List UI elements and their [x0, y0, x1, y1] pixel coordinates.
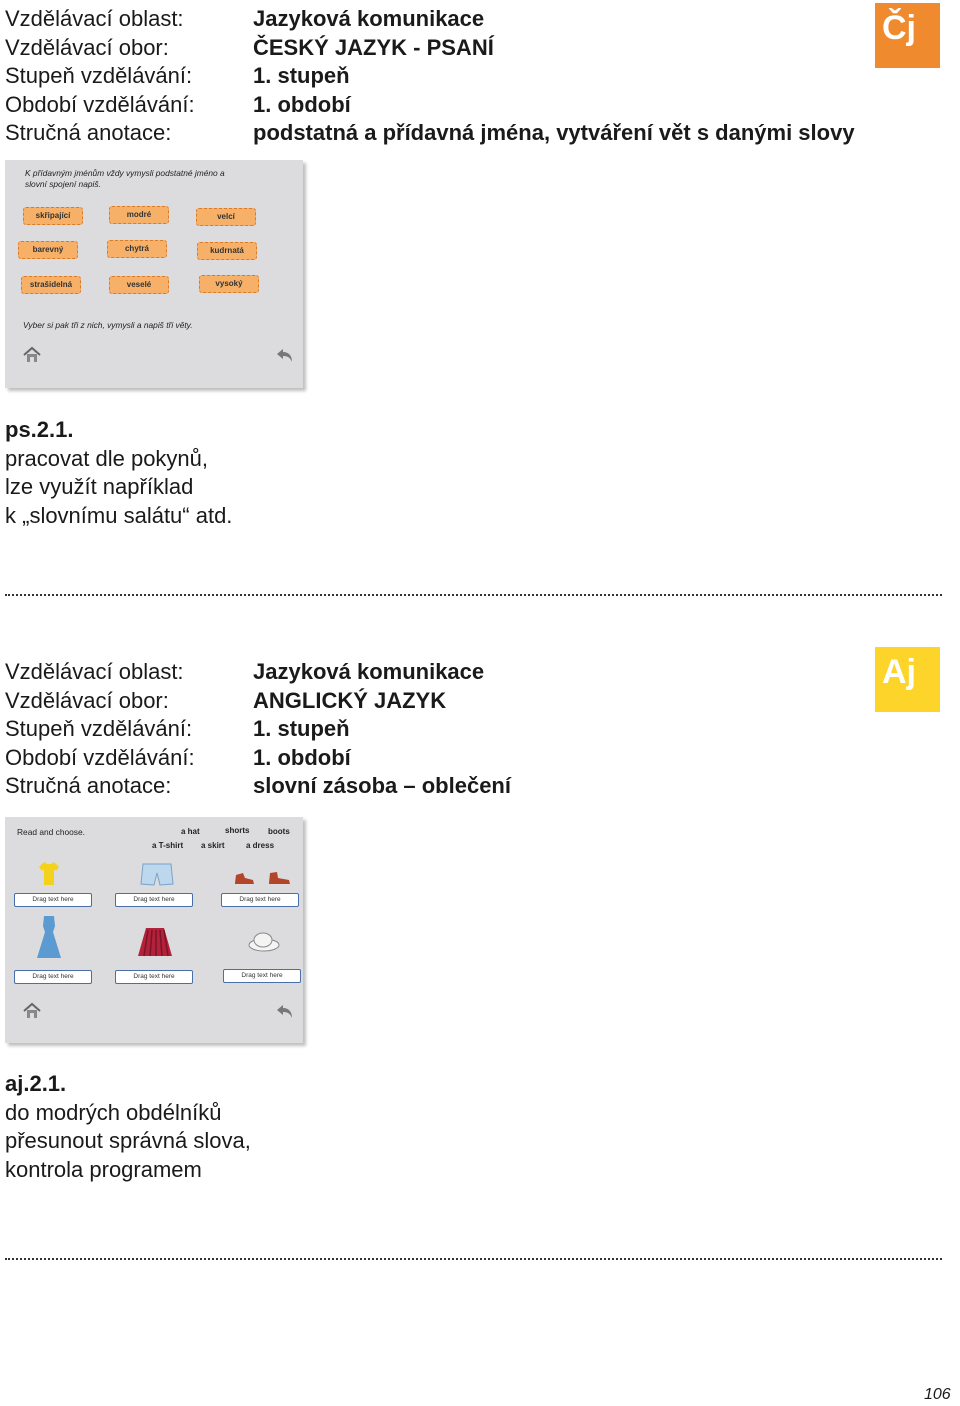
meta-value: ČESKÝ JAZYK - PSANÍ: [253, 34, 494, 60]
exercise-screenshot-cj: [5, 160, 303, 388]
meta-value: podstatná a přídavná jména, vytváření vět s danými slovy: [253, 120, 855, 146]
dotted-divider: [5, 1258, 942, 1260]
meta-value: Jazyková komunikace: [253, 6, 485, 31]
meta-label: Období vzdělávání:: [5, 91, 195, 117]
meta-label: Vzdělávací oblast:: [5, 659, 184, 684]
hat-icon: [248, 930, 282, 954]
instruction-line: K přídavným jménům vždy vymysli podstatné jméno a: [25, 168, 225, 178]
page-number: 106: [924, 1386, 951, 1403]
instruction-text: [25, 168, 225, 189]
meta-row-level: [5, 62, 865, 91]
note-aj: [5, 1070, 251, 1184]
word-tag[interactable]: strašidelná: [21, 276, 81, 294]
drop-target[interactable]: Drag text here: [115, 970, 193, 984]
shorts-icon: [140, 862, 174, 888]
drop-target[interactable]: Drag text here: [115, 893, 193, 907]
word-item[interactable]: a T-shirt: [152, 841, 184, 850]
note-cj: [5, 416, 232, 530]
meta-label: Stupeň vzdělávání:: [5, 63, 193, 89]
note-line: lze využít například: [5, 474, 194, 500]
subject-badge-cj: Čj: [875, 3, 940, 68]
boots-icon: [233, 869, 293, 885]
back-arrow-icon[interactable]: [275, 1002, 295, 1020]
meta-value: 1. období: [253, 744, 351, 770]
word-tag[interactable]: veselé: [109, 276, 169, 294]
meta-row-subject: [5, 34, 865, 63]
word-item[interactable]: boots: [268, 827, 290, 836]
footer-instruction: Vyber si pak tři z nich, vymysli a napiš tři věty.: [23, 320, 193, 330]
section1-meta: [5, 5, 865, 148]
meta-row-period: [5, 744, 865, 773]
word-tag[interactable]: chytrá: [107, 240, 167, 258]
note-line: pracovat dle pokynů,: [5, 445, 209, 471]
note-line: kontrola programem: [5, 1156, 202, 1182]
drop-target[interactable]: Drag text here: [221, 893, 299, 907]
meta-label: Období vzdělávání:: [5, 744, 195, 770]
word-tag[interactable]: kudrnatá: [197, 242, 257, 260]
dress-icon: [35, 914, 63, 960]
drop-target[interactable]: Drag text here: [223, 969, 301, 983]
skirt-icon: [136, 926, 174, 960]
section2-meta: [5, 658, 865, 801]
meta-value: ANGLICKÝ JAZYK: [253, 687, 447, 713]
meta-row-subject: [5, 687, 865, 716]
meta-value: slovní zásoba – oblečení: [253, 773, 511, 799]
meta-label: Stručná anotace:: [5, 773, 172, 799]
word-tag[interactable]: velcí: [196, 208, 256, 226]
word-tag[interactable]: skřipající: [23, 207, 83, 225]
meta-row-area: [5, 658, 865, 687]
instruction-text: Read and choose.: [17, 827, 85, 837]
meta-label: Stručná anotace:: [5, 120, 172, 146]
note-code: aj.2.1.: [5, 1071, 67, 1096]
meta-label: Vzdělávací obor:: [5, 687, 169, 713]
meta-value: 1. období: [253, 91, 351, 117]
meta-value: 1. stupeň: [253, 716, 350, 742]
meta-row-level: [5, 715, 865, 744]
back-arrow-icon[interactable]: [275, 346, 295, 364]
meta-value: Jazyková komunikace: [253, 659, 485, 684]
note-code: ps.2.1.: [5, 417, 74, 442]
note-line: přesunout správná slova,: [5, 1128, 251, 1154]
meta-label: Vzdělávací obor:: [5, 34, 169, 60]
home-icon[interactable]: [22, 346, 42, 364]
tshirt-icon: [38, 860, 60, 886]
meta-row-annotation: [5, 119, 865, 148]
meta-row-annotation: [5, 772, 865, 801]
note-line: k „slovnímu salátu“ atd.: [5, 502, 233, 528]
word-tag[interactable]: modré: [109, 206, 169, 224]
word-tag[interactable]: vysoký: [199, 275, 259, 293]
dotted-divider: [5, 594, 942, 596]
drop-target[interactable]: Drag text here: [14, 893, 92, 907]
home-icon[interactable]: [22, 1002, 42, 1020]
instruction-line: slovní spojení napiš.: [25, 178, 101, 189]
word-item[interactable]: a dress: [246, 841, 275, 850]
meta-label: Vzdělávací oblast:: [5, 6, 184, 31]
meta-row-period: [5, 91, 865, 120]
word-item[interactable]: a hat: [181, 827, 200, 836]
meta-label: Stupeň vzdělávání:: [5, 716, 193, 742]
note-line: do modrých obdélníků: [5, 1099, 222, 1125]
exercise-screenshot-aj: [5, 817, 303, 1043]
subject-badge-aj: Aj: [875, 647, 940, 712]
meta-value: 1. stupeň: [253, 63, 350, 89]
word-item[interactable]: shorts: [225, 826, 250, 835]
meta-row-area: [5, 5, 865, 34]
word-tag[interactable]: barevný: [18, 241, 78, 259]
word-item[interactable]: a skirt: [201, 841, 225, 850]
drop-target[interactable]: Drag text here: [14, 970, 92, 984]
